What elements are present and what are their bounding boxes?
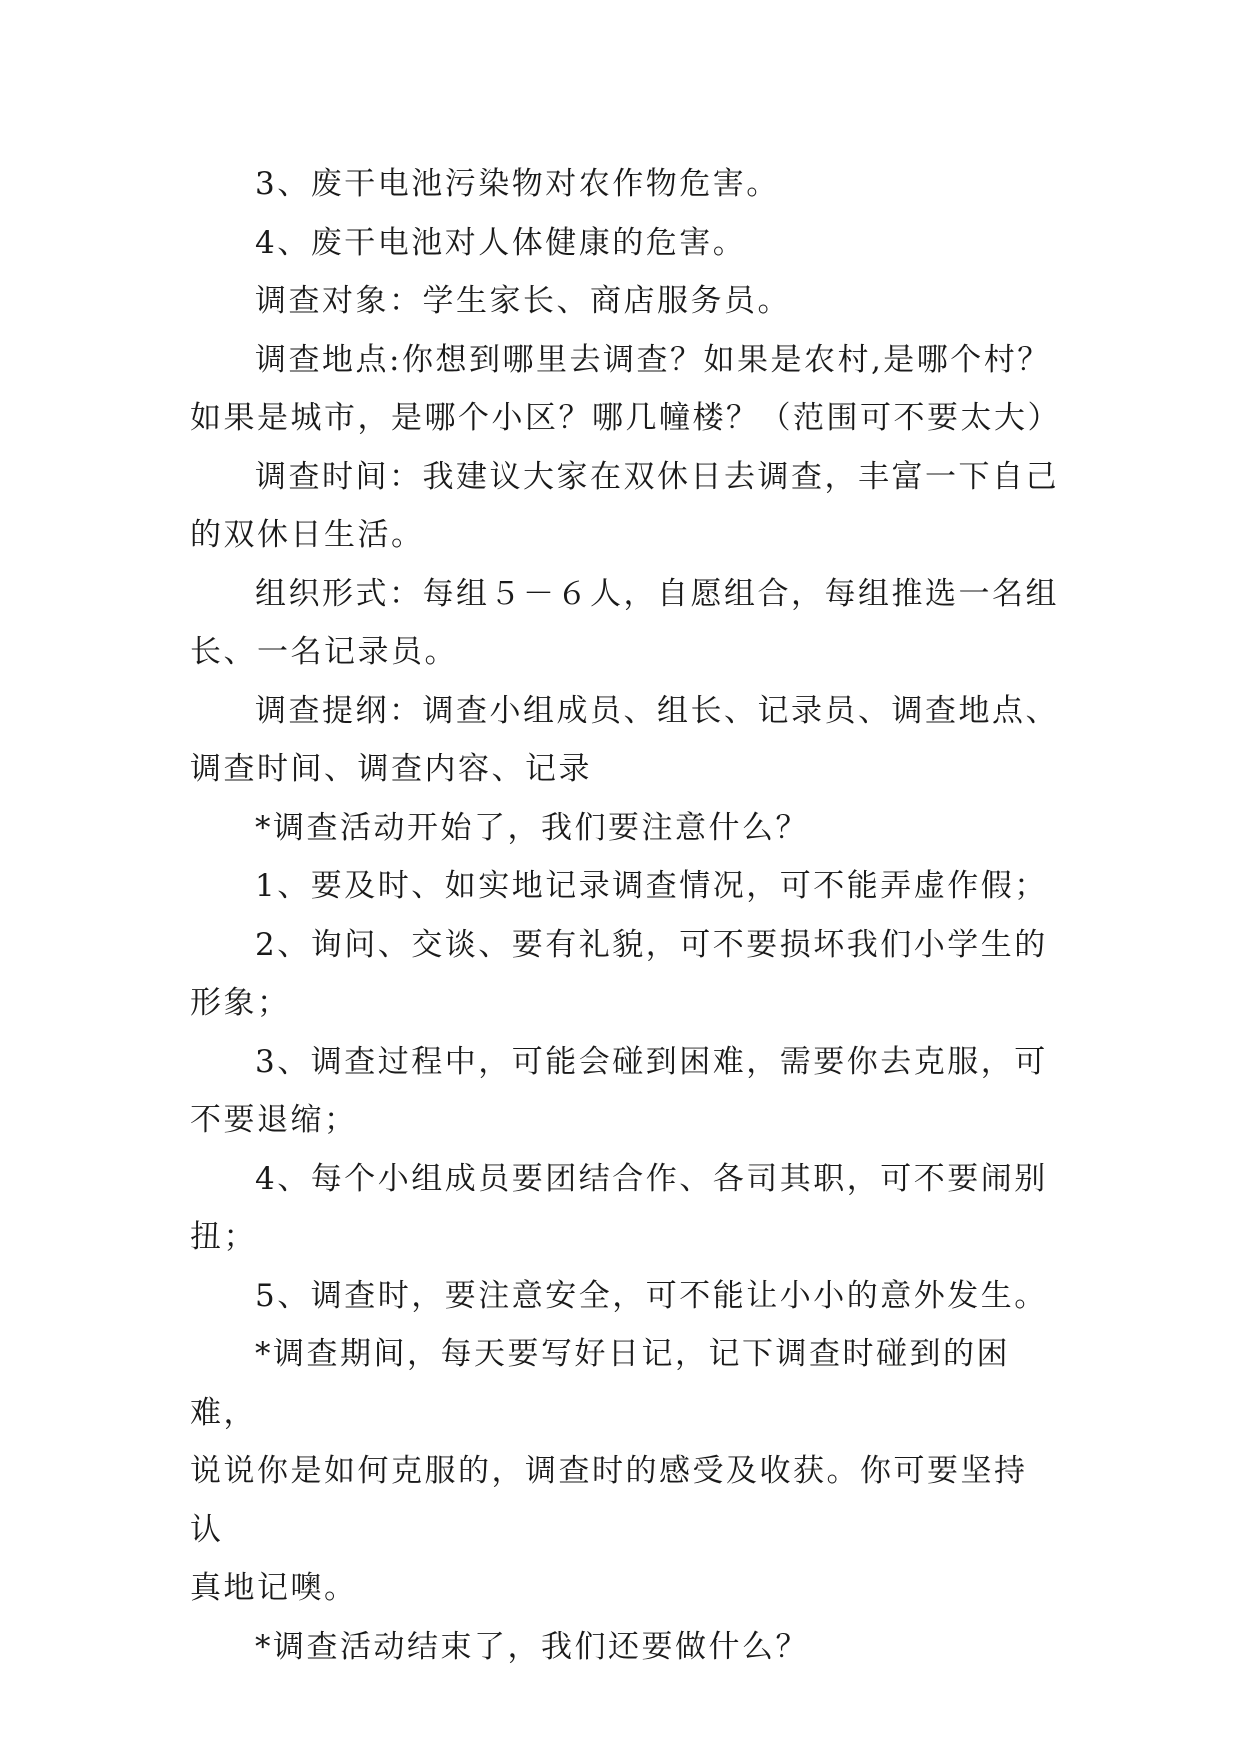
text-line: *调查活动开始了，我们要注意什么？ bbox=[255, 809, 809, 846]
text-line: 1、要及时、如实地记录调查情况，可不能弄虚作假； bbox=[255, 868, 1048, 904]
text-line: 调查时间、调查内容、记录 bbox=[190, 751, 592, 787]
text-line: 5、调查时，要注意安全，可不能让小小的意外发生。 bbox=[255, 1277, 1048, 1314]
paragraph bbox=[190, 272, 1060, 331]
paragraph bbox=[190, 1033, 1060, 1150]
paragraph bbox=[190, 857, 1060, 916]
paragraph bbox=[190, 565, 1060, 682]
text-line: *调查期间，每天要写好日记，记下调查时碰到的困难， bbox=[190, 1336, 1010, 1431]
text-line: 4、每个小组成员要团结合作、各司其职，可不要闹别 bbox=[255, 1160, 1048, 1197]
text-line: 组织形式：每组５－６人，自愿组合，每组推选一名组 bbox=[255, 575, 1059, 612]
paragraph bbox=[190, 1618, 1060, 1677]
text-line: 调查地点:你想到哪里去调查？如果是农村,是哪个村？ bbox=[255, 341, 1051, 378]
text-line: 的双休日生活。 bbox=[190, 517, 425, 553]
text-line: *调查活动结束了，我们还要做什么？ bbox=[255, 1628, 809, 1665]
text-line: 长、一名记录员。 bbox=[190, 634, 458, 670]
paragraph bbox=[190, 1150, 1060, 1267]
paragraph bbox=[190, 799, 1060, 858]
text-line: 说说你是如何克服的，调查时的感受及收获。你可要坚持认 bbox=[190, 1453, 1028, 1548]
text-line: 不要退缩； bbox=[190, 1102, 358, 1138]
paragraph bbox=[190, 682, 1060, 799]
text-line: 4、废干电池对人体健康的危害。 bbox=[255, 224, 747, 261]
text-line: 3、废干电池污染物对农作物危害。 bbox=[255, 166, 780, 202]
text-line: 调查提纲：调查小组成员、组长、记录员、调查地点、 bbox=[255, 692, 1059, 729]
text-line: 调查对象：学生家长、商店服务员。 bbox=[255, 283, 791, 319]
text-line: 3、调查过程中，可能会碰到困难，需要你去克服，可 bbox=[255, 1043, 1048, 1080]
paragraph bbox=[190, 448, 1060, 565]
paragraph bbox=[190, 331, 1060, 448]
paragraph bbox=[190, 1267, 1060, 1326]
text-line: 如果是城市，是哪个小区？哪几幢楼？（范围可不要太大） bbox=[190, 400, 1061, 436]
document-page bbox=[190, 155, 1060, 1676]
paragraph bbox=[190, 916, 1060, 1033]
text-line: 2、询问、交谈、要有礼貌，可不要损坏我们小学生的 bbox=[255, 926, 1048, 963]
paragraph bbox=[190, 155, 1060, 214]
text-line: 扭； bbox=[190, 1219, 257, 1255]
paragraph bbox=[190, 214, 1060, 273]
text-line: 形象； bbox=[190, 985, 291, 1021]
text-line: 真地记噢。 bbox=[190, 1570, 358, 1606]
text-line: 调查时间：我建议大家在双休日去调查，丰富一下自己 bbox=[255, 458, 1059, 495]
paragraph bbox=[190, 1325, 1060, 1618]
